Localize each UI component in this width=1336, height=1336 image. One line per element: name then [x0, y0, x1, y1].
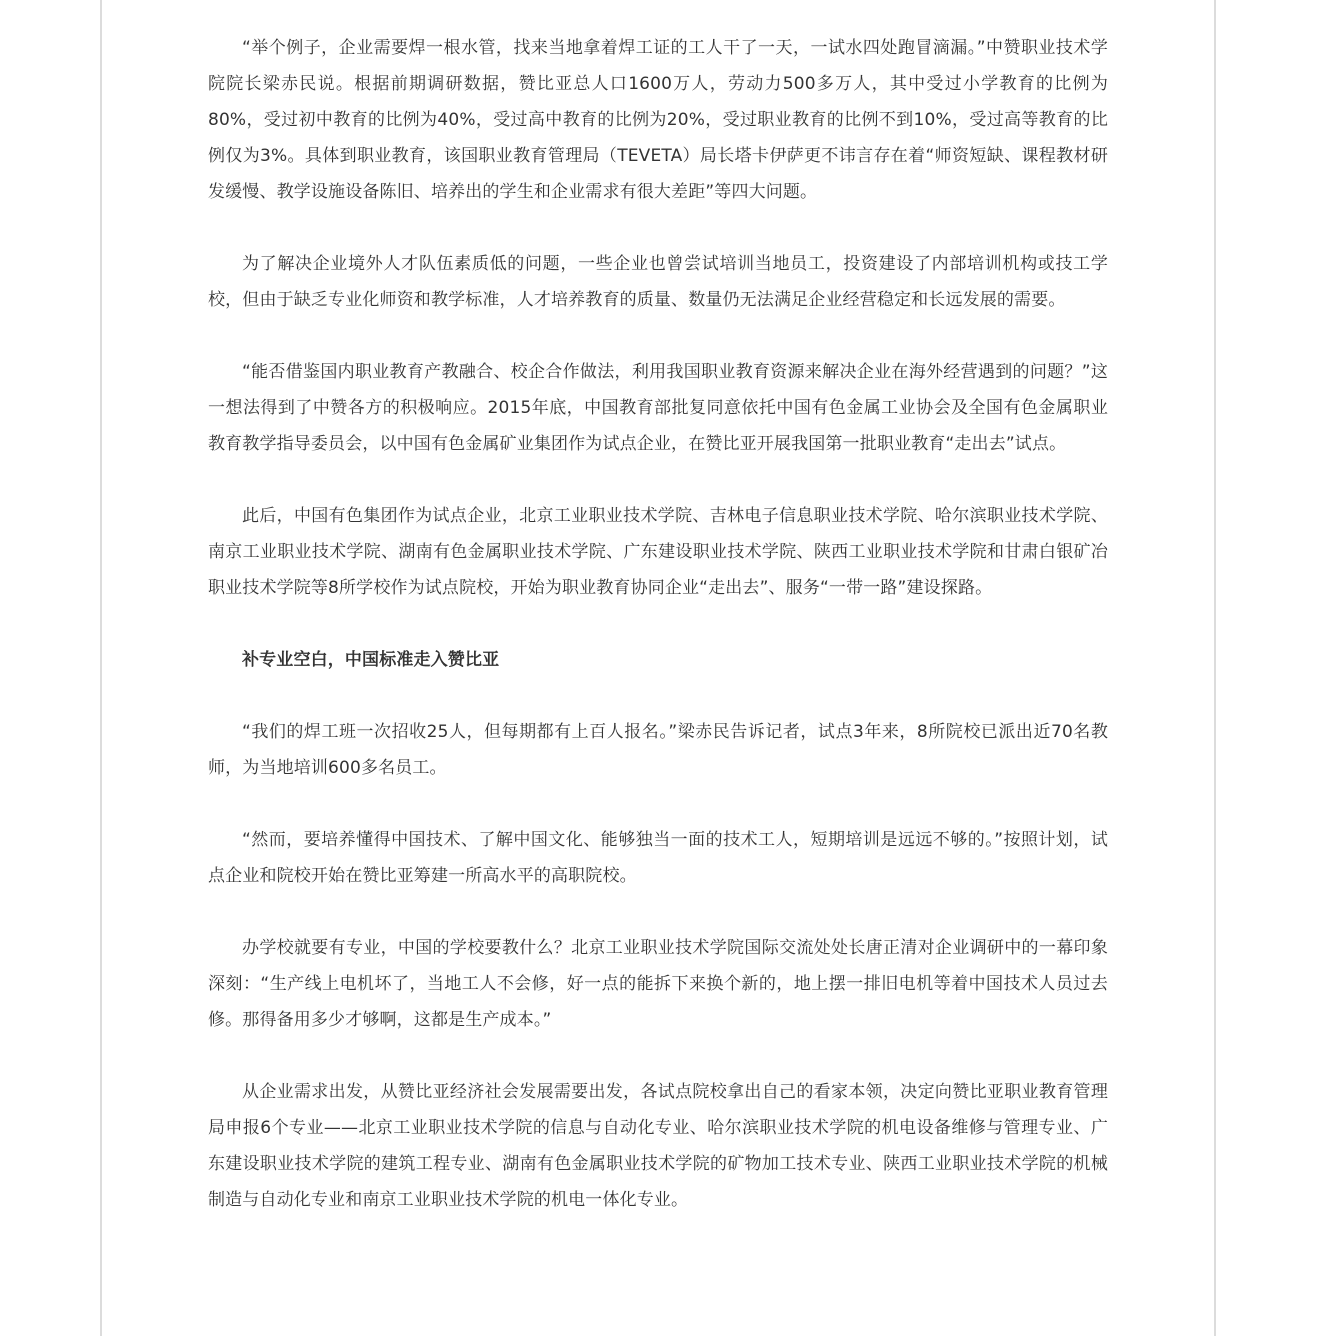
paragraph-pilot-schools: 此后，中国有色集团作为试点企业，北京工业职业技术学院、吉林电子信息职业技术学院、哈尔滨职业技术学院、南京工业职业技术学院、湖南有色金属职业技术学院、广东建设职业技术学院、陕西工业职业技术学院和甘肃白银矿冶职业技术学院等8所学校作为试点院校，开始为职业教育协同企业“走出去”、服务“一带一路”建设探路。	[208, 506, 1108, 598]
right-margin	[1218, 0, 1336, 1336]
paragraph-enterprise-training: 为了解决企业境外人才队伍素质低的问题，一些企业也曾尝试培训当地员工，投资建设了内部培训机构或技工学校，但由于缺乏专业化师资和教学标准，人才培养教育的质量、数量仍无法满足企业经营稳定和长远发展的需要。	[208, 254, 1108, 310]
article-column	[100, 0, 1216, 1336]
paragraph-majors-question: 办学校就要有专业，中国的学校要教什么？北京工业职业技术学院国际交流处处长唐正清对企业调研中的一幕印象深刻：“生产线上电机坏了，当地工人不会修，好一点的能拆下来换个新的，地上摆一排旧电机等着中国技术人员过去修。那得备用多少才够啊，这都是生产成本。”	[208, 938, 1108, 1030]
left-margin	[0, 0, 100, 1336]
section-subheading: 补专业空白，中国标准走入赞比亚	[242, 650, 500, 670]
paragraph-six-majors: 从企业需求出发，从赞比亚经济社会发展需要出发，各试点院校拿出自己的看家本领，决定向赞比亚职业教育管理局申报6个专业——北京工业职业技术学院的信息与自动化专业、哈尔滨职业技术学院的机电设备维修与管理专业、广东建设职业技术学院的建筑工程专业、湖南有色金属职业技术学院的矿物加工技术专业、陕西工业职业技术学院的机械制造与自动化专业和南京工业职业技术学院的机电一体化专业。	[208, 1082, 1108, 1210]
paragraph-college-plan: “然而，要培养懂得中国技术、了解中国文化、能够独当一面的技术工人，短期培训是远远不够的。”按照计划，试点企业和院校开始在赞比亚筹建一所高水平的高职院校。	[208, 830, 1108, 886]
paragraph-welding-example: “举个例子，企业需要焊一根水管，找来当地拿着焊工证的工人干了一天，一试水四处跑冒滴漏。”中赞职业技术学院院长梁赤民说。根据前期调研数据，赞比亚总人口1600万人，劳动力500多万人，其中受过小学教育的比例为80%，受过初中教育的比例为40%，受过高中教育的比例为20%，受过职业教育的比例不到10%，受过高等教育的比例仅为3%。具体到职业教育，该国职业教育管理局（TEVETA）局长塔卡伊萨更不讳言存在着“师资短缺、课程教材研发缓慢、教学设施设备陈旧、培养出的学生和企业需求有很大差距”等四大问题。	[208, 38, 1108, 202]
paragraph-welding-class: “我们的焊工班一次招收25人，但每期都有上百人报名。”梁赤民告诉记者，试点3年来，8所院校已派出近70名教师，为当地培训600多名员工。	[208, 722, 1108, 778]
paragraph-pilot-launch: “能否借鉴国内职业教育产教融合、校企合作做法，利用我国职业教育资源来解决企业在海外经营遇到的问题？”这一想法得到了中赞各方的积极响应。2015年底，中国教育部批复同意依托中国有色金属工业协会及全国有色金属职业教育教学指导委员会，以中国有色金属矿业集团作为试点企业，在赞比亚开展我国第一批职业教育“走出去”试点。	[208, 362, 1108, 454]
article-body	[208, 30, 1108, 1254]
